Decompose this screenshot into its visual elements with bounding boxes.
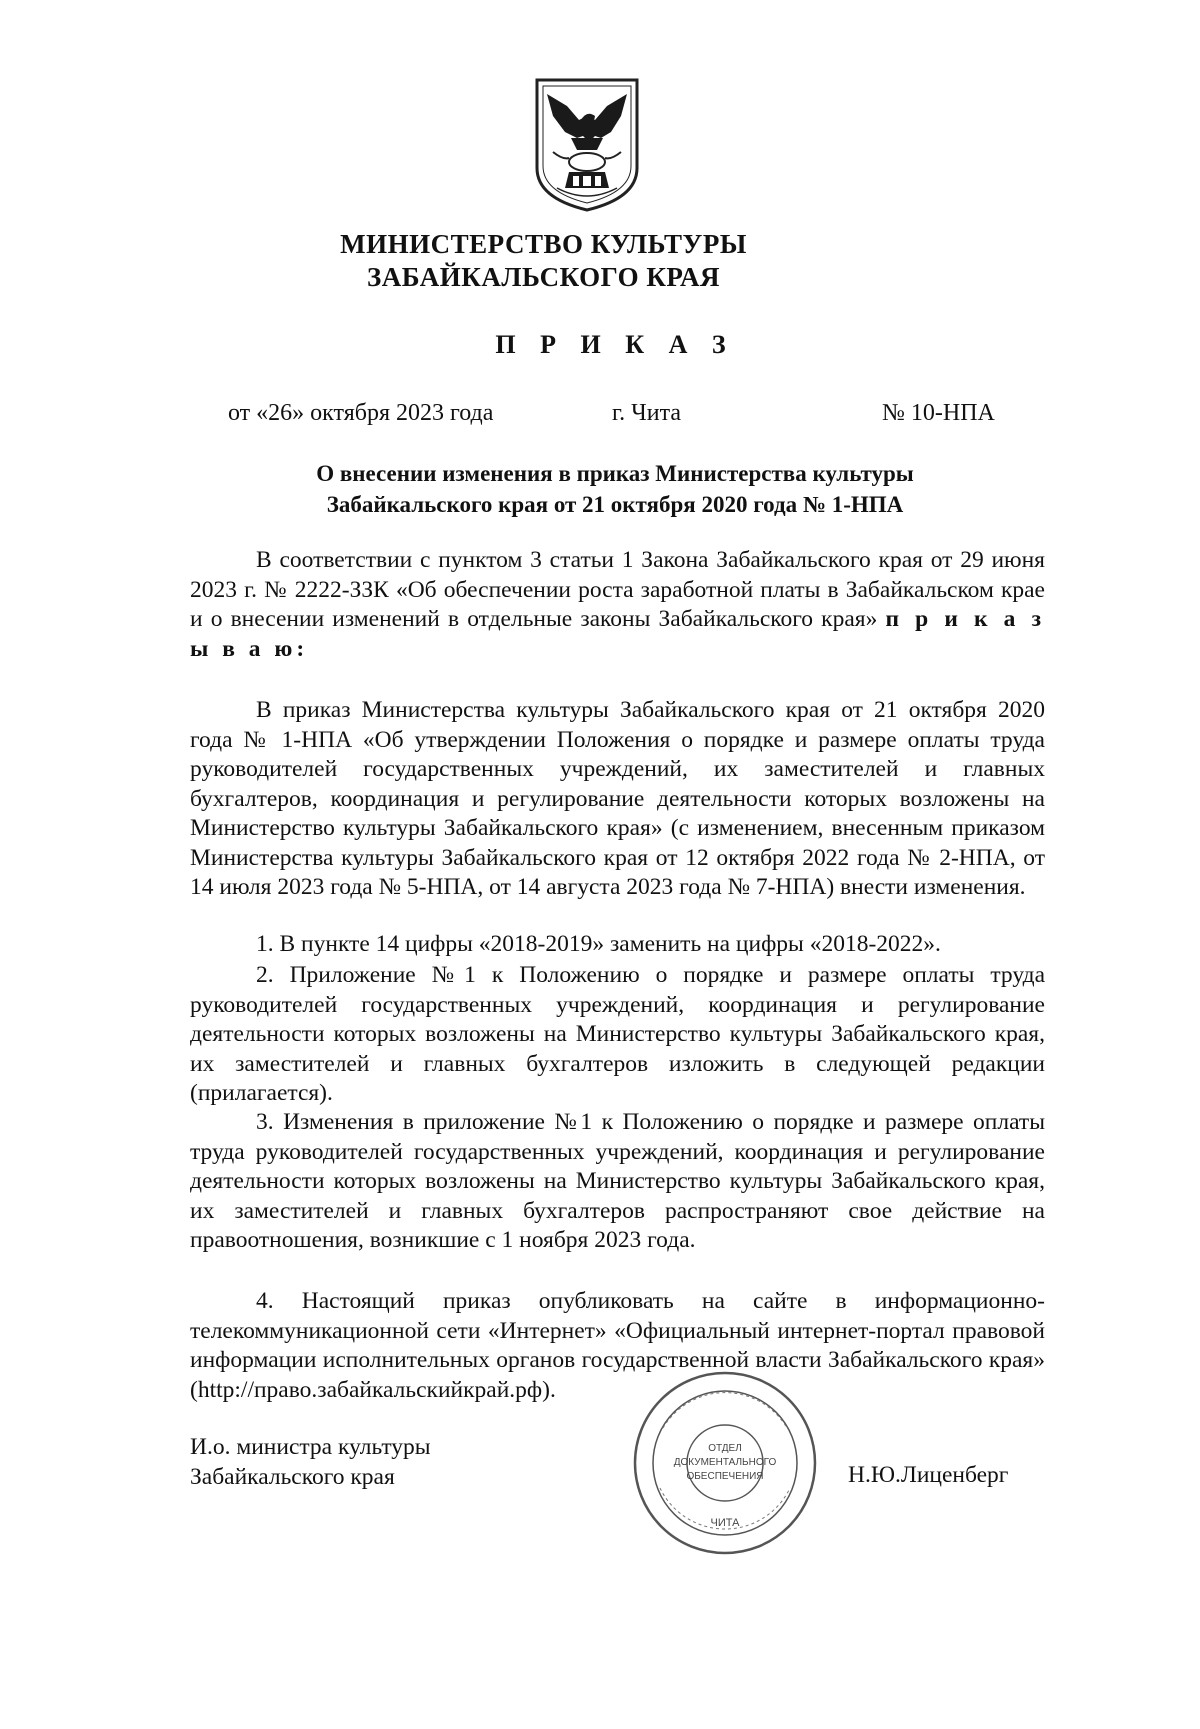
stamp-inner-line3: ОБЕСПЕЧЕНИЯ (686, 1471, 764, 1482)
item-2-paragraph: 2. Приложение №1 к Положению о порядке и размере оплаты труда руководителей государственных учреждений, координация и регулирование деятельности которых возложены на Министерство культуры Забайкальского края, их заместителей и главных бухгалтеров изложить в следующей редакции (прилагается). (190, 962, 1045, 1106)
official-stamp-icon (630, 1368, 820, 1558)
item-3-paragraph: 3. Изменения в приложение №1 к Положению о порядке и размере оплаты труда руководителей государственных учреждений, координация и регулирование деятельности которых возложены на Министерство культуры Забайкальского края, их заместителей и главных бухгалтеров распространяют свое действие на правоотношения, возникшие с 1 ноября 2023 года. (190, 1109, 1045, 1253)
ministry-name-line2: ЗАБАЙКАЛЬСКОГО КРАЯ (367, 262, 720, 292)
coat-of-arms-icon (523, 76, 651, 213)
ministry-name-line1: МИНИСТЕРСТВО КУЛЬТУРЫ (340, 229, 747, 259)
order-subject-line1: О внесении изменения в приказ Министерства культуры (316, 461, 914, 486)
item-1-paragraph: 1. В пункте 14 цифры «2018-2019» заменить на цифры «2018-2022». (256, 931, 941, 957)
order-subject (0, 458, 1200, 520)
preamble-paragraph (190, 546, 1045, 664)
signer-position (190, 1432, 431, 1492)
signer-position-line1: И.о. министра культуры (190, 1434, 431, 1460)
signer-position-line2: Забайкальского края (190, 1464, 395, 1490)
main-paragraph: В приказ Министерства культуры Забайкальского края от 21 октября 2020 года № 1-НПА «Об утверждении Положения о порядке и размере оплаты труда руководителей государственных учреждений, их заместителей и главных бухгалтеров, координация и регулирование деятельности которых возложены на Министерство культуры Забайкальского края» (с изменением, внесенным приказом Министерства культуры Забайкальского края от 12 октября 2022 года № 2-НПА, от 14 июля 2023 года № 5-НПА, от 14 августа 2023 года № 7-НПА) внести изменения. (190, 697, 1045, 900)
stamp-city: ЧИТА (710, 1517, 740, 1529)
order-number: № 10-НПА (882, 400, 995, 426)
decree-word: п р и к а з ы в а ю: (190, 606, 1046, 662)
order-date: от «26» октября 2023 года (228, 400, 494, 426)
signer-name: Н.Ю.Лиценберг (848, 1462, 1009, 1488)
preamble-text: В соответствии с пунктом 3 статьи 1 Закона Забайкальского края от 29 июня 2023 г. № 2222-ЗЗК «Об обеспечении роста заработной платы в Забайкальском крае и о внесении изменений в отдельные законы Забайкальского края» (190, 547, 1045, 632)
order-subject-line2: Забайкальского края от 21 октября 2020 года № 1-НПА (326, 492, 904, 517)
document-type-title: П Р И К А З (495, 330, 735, 359)
order-city: г. Чита (612, 400, 682, 426)
stamp-inner-line2: ДОКУМЕНТАЛЬНОГО (673, 1457, 777, 1468)
stamp-inner-line1: ОТДЕЛ (708, 1443, 742, 1454)
item-4-paragraph: 4. Настоящий приказ опубликовать на сайте в информационно-телекоммуникационной сети «Интернет» «Официальный интернет-портал правовой информации исполнительных органов государственной власти Забайкальского края» (http://право.забайкальскийкрай.рф). (190, 1288, 1045, 1403)
